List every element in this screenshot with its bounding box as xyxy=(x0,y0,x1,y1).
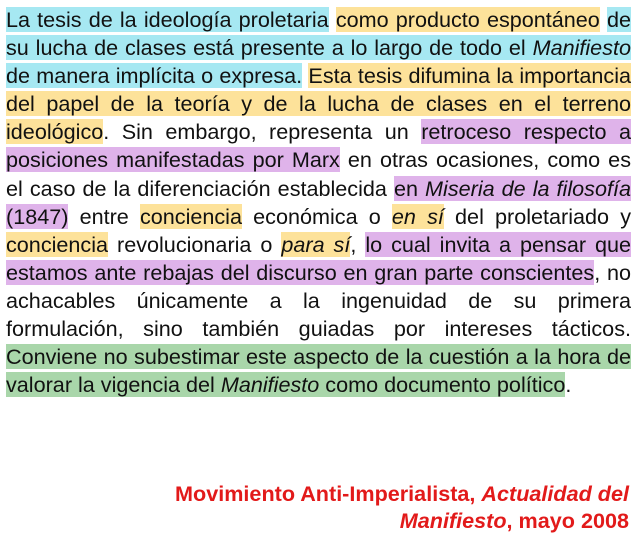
source-author: Movimiento Anti-Imperialista, xyxy=(175,481,482,506)
text-fragment: . xyxy=(565,372,572,398)
text-fragment: Conviene no subestimar este aspecto de la cuestión a la hora de valorar la vigencia del xyxy=(6,344,631,398)
highlight-purple-rebajas: lo cual invita a pensar que estamos ante rebajas del discurso en gran parte conscientes xyxy=(6,231,632,285)
highlight-yellow-spontaneous: como producto espontáneo xyxy=(335,7,600,32)
text-fragment: entre xyxy=(68,203,140,229)
main-paragraph xyxy=(6,6,631,399)
text-fragment: económica o xyxy=(242,203,392,229)
highlight-purple-retroceso: retroceso respecto a posiciones manifestadas por Marx xyxy=(6,119,631,173)
highlight-yellow-en-si: en sí xyxy=(391,203,444,229)
title-miseria: Miseria de la filosofía xyxy=(425,175,631,201)
text-fragment: revolucionaria o xyxy=(108,231,282,257)
source-citation xyxy=(69,480,629,534)
text-fragment: en xyxy=(393,175,426,201)
title-manifiesto: Manifiesto xyxy=(220,372,320,398)
title-manifiesto: Manifiesto xyxy=(532,35,631,61)
highlight-yellow-theory: Esta tesis difumina la importancia del papel de la teoría y de la lucha de clases en el terreno ideológico xyxy=(6,63,631,145)
text-fragment: de su lucha de clases está presente a lo largo de todo el xyxy=(6,7,632,61)
text-fragment: , xyxy=(350,231,366,257)
text-fragment: , no achacables únicamente a la ingenuidad de su primera formulación, sino también guiadas por intereses tácticos. xyxy=(6,259,631,342)
text-fragment: . Sin embargo, representa un xyxy=(103,119,422,145)
text-fragment: de manera implícita o expresa. xyxy=(6,63,303,89)
text-fragment: en otras ocasiones, como es el caso de la diferenciación establecida xyxy=(6,147,631,201)
highlight-cyan-thesis: La tesis de la ideología proletaria xyxy=(6,7,329,32)
highlight-green-conclusion xyxy=(6,344,631,397)
highlight-yellow-conciencia-2: conciencia xyxy=(6,231,109,257)
text-fragment: (1847) xyxy=(6,203,69,229)
highlight-yellow-conciencia-1: conciencia xyxy=(139,203,242,229)
source-date: , mayo 2008 xyxy=(506,508,629,533)
text-fragment: del proletariado y xyxy=(443,203,632,229)
text-fragment: como documento político xyxy=(319,372,566,398)
highlight-yellow-para-si: para sí xyxy=(281,231,351,257)
source-title: Actualidad del Manifiesto xyxy=(399,481,629,533)
